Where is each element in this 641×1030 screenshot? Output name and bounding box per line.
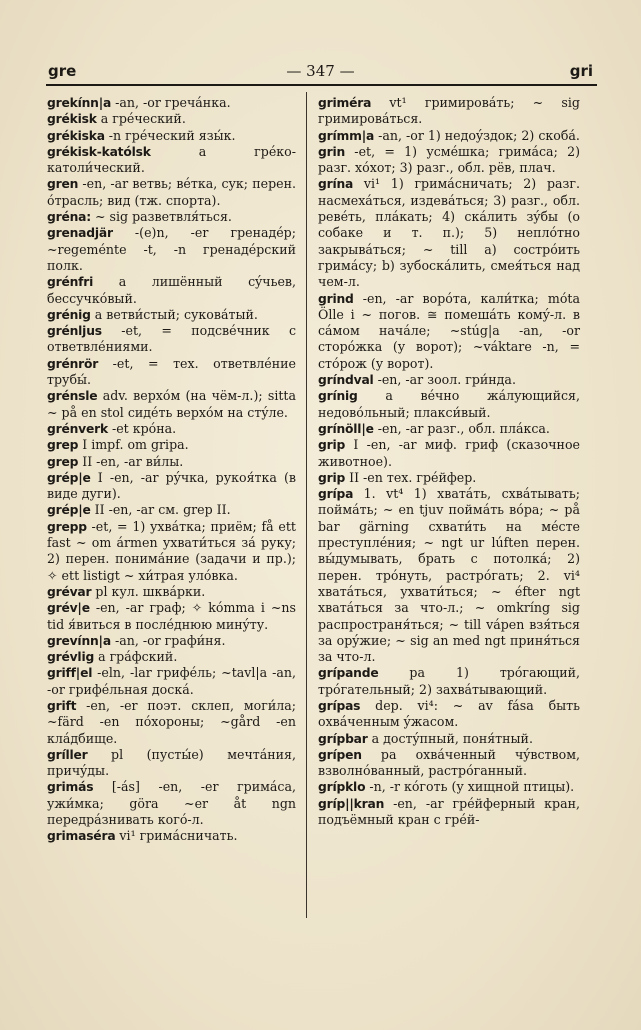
- header-rule: [46, 84, 597, 86]
- entry-headword: grímm|a: [318, 128, 375, 143]
- entry-definition: a грéко-католи́ческий.: [47, 143, 296, 176]
- entry-definition: -et крóна.: [107, 420, 177, 436]
- entry-definition: I -en, -ar рýчка, рукоя́тка (в виде дуги).: [47, 469, 296, 502]
- entry-definition: -(e)n, -er гренадéр; ~regeménte -t, -n гренадéрский полк.: [47, 225, 296, 273]
- dictionary-entry: [318, 486, 580, 665]
- entry-headword: grípklo: [318, 780, 366, 795]
- entry-definition: a достýпный, поня́тный.: [367, 730, 533, 746]
- dictionary-entry: [47, 388, 296, 421]
- entry-headword: gréna:: [47, 210, 91, 225]
- entry-headword: grenadjär: [47, 226, 113, 241]
- dictionary-entry: [47, 633, 296, 649]
- dictionary-entry: [318, 747, 580, 780]
- entry-headword: grípas: [318, 698, 361, 713]
- entry-headword: gríller: [47, 747, 88, 762]
- dictionary-entry: [47, 828, 296, 844]
- dictionary-entry: [47, 649, 296, 665]
- entry-headword: grína: [318, 177, 354, 192]
- entry-headword: grévar: [47, 584, 92, 599]
- entry-definition: -et, = 1) ухвáтка; приём; få ett fast ~ om ármen ухвати́ться зá руку; 2) перен. понимáние (задачи и пр.); ✧ ett listigt ~ хи́трая улóвка.: [47, 518, 296, 583]
- entry-headword: grevínn|a: [47, 633, 111, 648]
- entry-headword: grimaséra: [47, 829, 116, 844]
- entry-headword: gríp||kran: [318, 796, 385, 811]
- entry-definition: pa охвáченный чýвством, взволнóванный, растрóганный.: [318, 746, 580, 779]
- entry-headword: grip: [318, 438, 346, 453]
- dictionary-entry: [47, 421, 296, 437]
- entry-definition: a грáфский.: [94, 649, 178, 665]
- dictionary-entry: [47, 600, 296, 633]
- entry-headword: grénljus: [47, 324, 102, 339]
- entry-headword: grép|e: [47, 503, 91, 518]
- entry-definition: -en, -ar граф; ✧ kómma i ~ns tid я́виться в послéднюю минýту.: [47, 600, 296, 632]
- entry-definition: [-ás] -en, -er гримáса, ужи́мка; göra ~er åt ngn передрáзнивать когó-л.: [47, 779, 296, 828]
- dictionary-entry: [47, 698, 296, 747]
- entry-headword: griméra: [318, 96, 372, 110]
- entry-headword: grénrör: [47, 356, 99, 371]
- entry-headword: gren: [47, 177, 79, 192]
- entry-headword: grep: [47, 438, 79, 453]
- dictionary-entry: [318, 95, 580, 128]
- entry-headword: grénsle: [47, 389, 98, 404]
- dictionary-entry: [47, 584, 296, 600]
- dictionary-entry: [47, 323, 296, 356]
- entry-definition: 1. vt⁴ 1) хватáть, схвáтывать; поймáть; ~ en tjuv поймáть вóра; ~ på bar gärning схвати́ть на мéсте преступлéния; ~ ngt ur lúften перен. вы́думывать, брать с потолкá; 2) перен. трóнуть, растрóгать; 2. vi⁴ хватáться, ухвати́ться; ~ éfter ngt хватáться за что-л.; ~ omkríng sig распространя́ться; ~ till vápen взя́ться за орýжие; ~ sig an med ngt приня́ться за что-л.: [318, 486, 580, 665]
- entry-headword: grift: [47, 698, 77, 713]
- dictionary-entry: [47, 111, 296, 127]
- entry-definition: -en, -ar разг., обл. плáкса.: [373, 420, 550, 436]
- entry-definition: adv. верхóм (на чём-л.); sitta ~ på en stol сидéть верхóм на стýле.: [47, 388, 296, 420]
- entry-headword: grind: [318, 291, 354, 306]
- entry-definition: II -en, -ar см. grep II.: [90, 502, 231, 518]
- entry-definition: vt¹ гримировáть; ~ sig гримировáться.: [318, 95, 580, 127]
- entry-definition: -en, -ar грéйферный кран, подъёмный кран с грéй-: [318, 795, 580, 828]
- entry-definition: -en, -ar ветвь; вéтка, сук; перен. óтрасль; вид (тж. спортa).: [47, 176, 296, 208]
- dictionary-entry: [47, 144, 296, 177]
- dictionary-entry: [318, 665, 580, 698]
- dictionary-entry: [47, 454, 296, 470]
- entry-definition: -en, -er поэт. склеп, моги́ла; ~färd -en пóхороны; ~gård -en клáдбище.: [47, 697, 296, 746]
- entry-definition: II -en тех. грéйфер.: [345, 469, 477, 485]
- entry-headword: grékiska: [47, 128, 105, 143]
- left-column: [47, 95, 296, 845]
- right-guide-word: gri: [569, 62, 593, 80]
- dictionary-entry: [318, 698, 580, 731]
- entry-headword: grékisk: [47, 112, 97, 127]
- entry-definition: vi¹ гримáсничать.: [115, 828, 238, 844]
- dictionary-entry: [318, 144, 580, 177]
- left-guide-word: gre: [48, 62, 77, 80]
- entry-definition: II -en, -ar ви́лы.: [78, 453, 184, 469]
- entry-headword: grép|e: [47, 470, 91, 485]
- entry-headword: grepp: [47, 519, 87, 534]
- entry-definition: a грéческий.: [96, 111, 186, 127]
- entry-definition: -n грéческий язы́к.: [104, 127, 236, 143]
- dictionary-entry: [47, 502, 296, 518]
- entry-headword: grin: [318, 144, 346, 159]
- dictionary-entry: [47, 437, 296, 453]
- entry-definition: -et, = тех. ответвлéние трубы́.: [47, 355, 296, 388]
- entry-headword: grípen: [318, 747, 362, 762]
- dictionary-entry: [318, 176, 580, 290]
- entry-definition: a ветви́стый; сукова́тый.: [90, 306, 258, 322]
- entry-headword: grévlig: [47, 650, 95, 665]
- dictionary-entry: [47, 665, 296, 698]
- page-number: — 347 —: [286, 62, 355, 80]
- entry-headword: grip: [318, 470, 346, 485]
- entry-headword: grév|e: [47, 601, 90, 616]
- entry-definition: -n, -r кóготь (у хищной птицы).: [365, 779, 575, 795]
- dictionary-entry: [47, 779, 296, 828]
- dictionary-entry: [47, 209, 296, 225]
- entry-definition: -an, -or графи́ня.: [110, 632, 226, 648]
- entry-headword: grípbar: [318, 731, 368, 746]
- dictionary-entry: [47, 176, 296, 209]
- dictionary-entry: [47, 470, 296, 503]
- entry-headword: grep: [47, 454, 79, 469]
- page-header: [48, 62, 593, 84]
- dictionary-entry: [318, 437, 580, 470]
- dictionary-entry: [318, 128, 580, 144]
- dictionary-entry: [47, 307, 296, 323]
- dictionary-entry: [318, 291, 580, 372]
- entry-definition: I -en, -ar миф. гриф (сказочное животное).: [318, 437, 580, 469]
- entry-headword: grénig: [47, 307, 91, 322]
- entry-definition: a лишённый сýчьев, бессучкóвый.: [47, 274, 296, 306]
- dictionary-entry: [318, 731, 580, 747]
- entry-headword: gríndval: [318, 373, 374, 388]
- entry-definition: a вéчно жáлующийся, недовóльный; плакси́вый.: [318, 388, 580, 420]
- entry-definition: -eln, -lar грифéль; ~tavl|a -an, -or грифéльная доскá.: [47, 665, 296, 697]
- entry-headword: grénverk: [47, 421, 108, 436]
- dictionary-entry: [47, 356, 296, 389]
- entry-definition: vi¹ 1) гримáсничать; 2) разг. насмехáться, издевáться; 3) разг., обл. ревéть, плáкать; 4) скáлить зýбы (о собаке и т. п.); 5) неплóтно закрывáться; ~ till a) сострóить гримáсу; b) зубоскáлить, смея́ться над чем-л.: [318, 176, 580, 290]
- dictionary-entry: [47, 225, 296, 274]
- entry-definition: -an, -or гречáнка.: [111, 95, 231, 110]
- entry-definition: -en, -ar зоол. гри́нда.: [373, 372, 516, 388]
- dictionary-entry: [318, 779, 580, 795]
- dictionary-entry: [318, 372, 580, 388]
- dictionary-entry: [318, 796, 580, 829]
- entry-headword: grimás: [47, 780, 94, 795]
- entry-headword: grínig: [318, 389, 358, 404]
- entry-definition: -et, = подсвéчник с ответвлéниями.: [47, 323, 296, 355]
- entry-headword: grípande: [318, 666, 379, 681]
- dictionary-entry: [318, 470, 580, 486]
- dictionary-entry: [47, 274, 296, 307]
- entry-definition: pl кул. шквáрки.: [91, 583, 206, 599]
- entry-definition: I impf. om gripa.: [78, 437, 189, 453]
- entry-headword: griff|el: [47, 666, 93, 681]
- dictionary-entry: [47, 95, 296, 111]
- right-column: [318, 95, 580, 828]
- dictionary-entry: [47, 519, 296, 584]
- dictionary-entry: [318, 388, 580, 421]
- entry-headword: grípa: [318, 487, 354, 502]
- entry-definition: pl (пусты́е) мечтáния, причýды.: [47, 746, 296, 779]
- dictionary-entry: [47, 128, 296, 144]
- entry-definition: -en, -ar ворóта, кали́тка; móta Ölle i ~ погов. ≅ помешáть комý-л. в сáмом начáле; ~stúg|a -an, -or сторóжка (у ворот); ~váktare -n, = стóрож (у ворот).: [318, 290, 580, 371]
- entry-definition: -et, = 1) усмéшка; гримáса; 2) разг. хóхот; 3) разг., обл. рёв, плач.: [318, 143, 580, 176]
- entry-headword: grékisk-katólsk: [47, 144, 151, 159]
- entry-definition: pa 1) трóгающий, трóгательный; 2) захвáтывающий.: [318, 665, 580, 697]
- dictionary-entry: [318, 421, 580, 437]
- entry-headword: grínöll|e: [318, 421, 374, 436]
- entry-definition: ~ sig разветвля́ться.: [90, 209, 232, 225]
- column-divider: [306, 92, 307, 918]
- entry-headword: grénfri: [47, 275, 94, 290]
- entry-headword: grekínn|a: [47, 96, 112, 110]
- dictionary-entry: [47, 747, 296, 780]
- entry-definition: dep. vi⁴: ~ av fása быть охвáченным ýжасом.: [318, 697, 580, 730]
- entry-definition: -an, -or 1) недоýздок; 2) скобá.: [374, 127, 580, 143]
